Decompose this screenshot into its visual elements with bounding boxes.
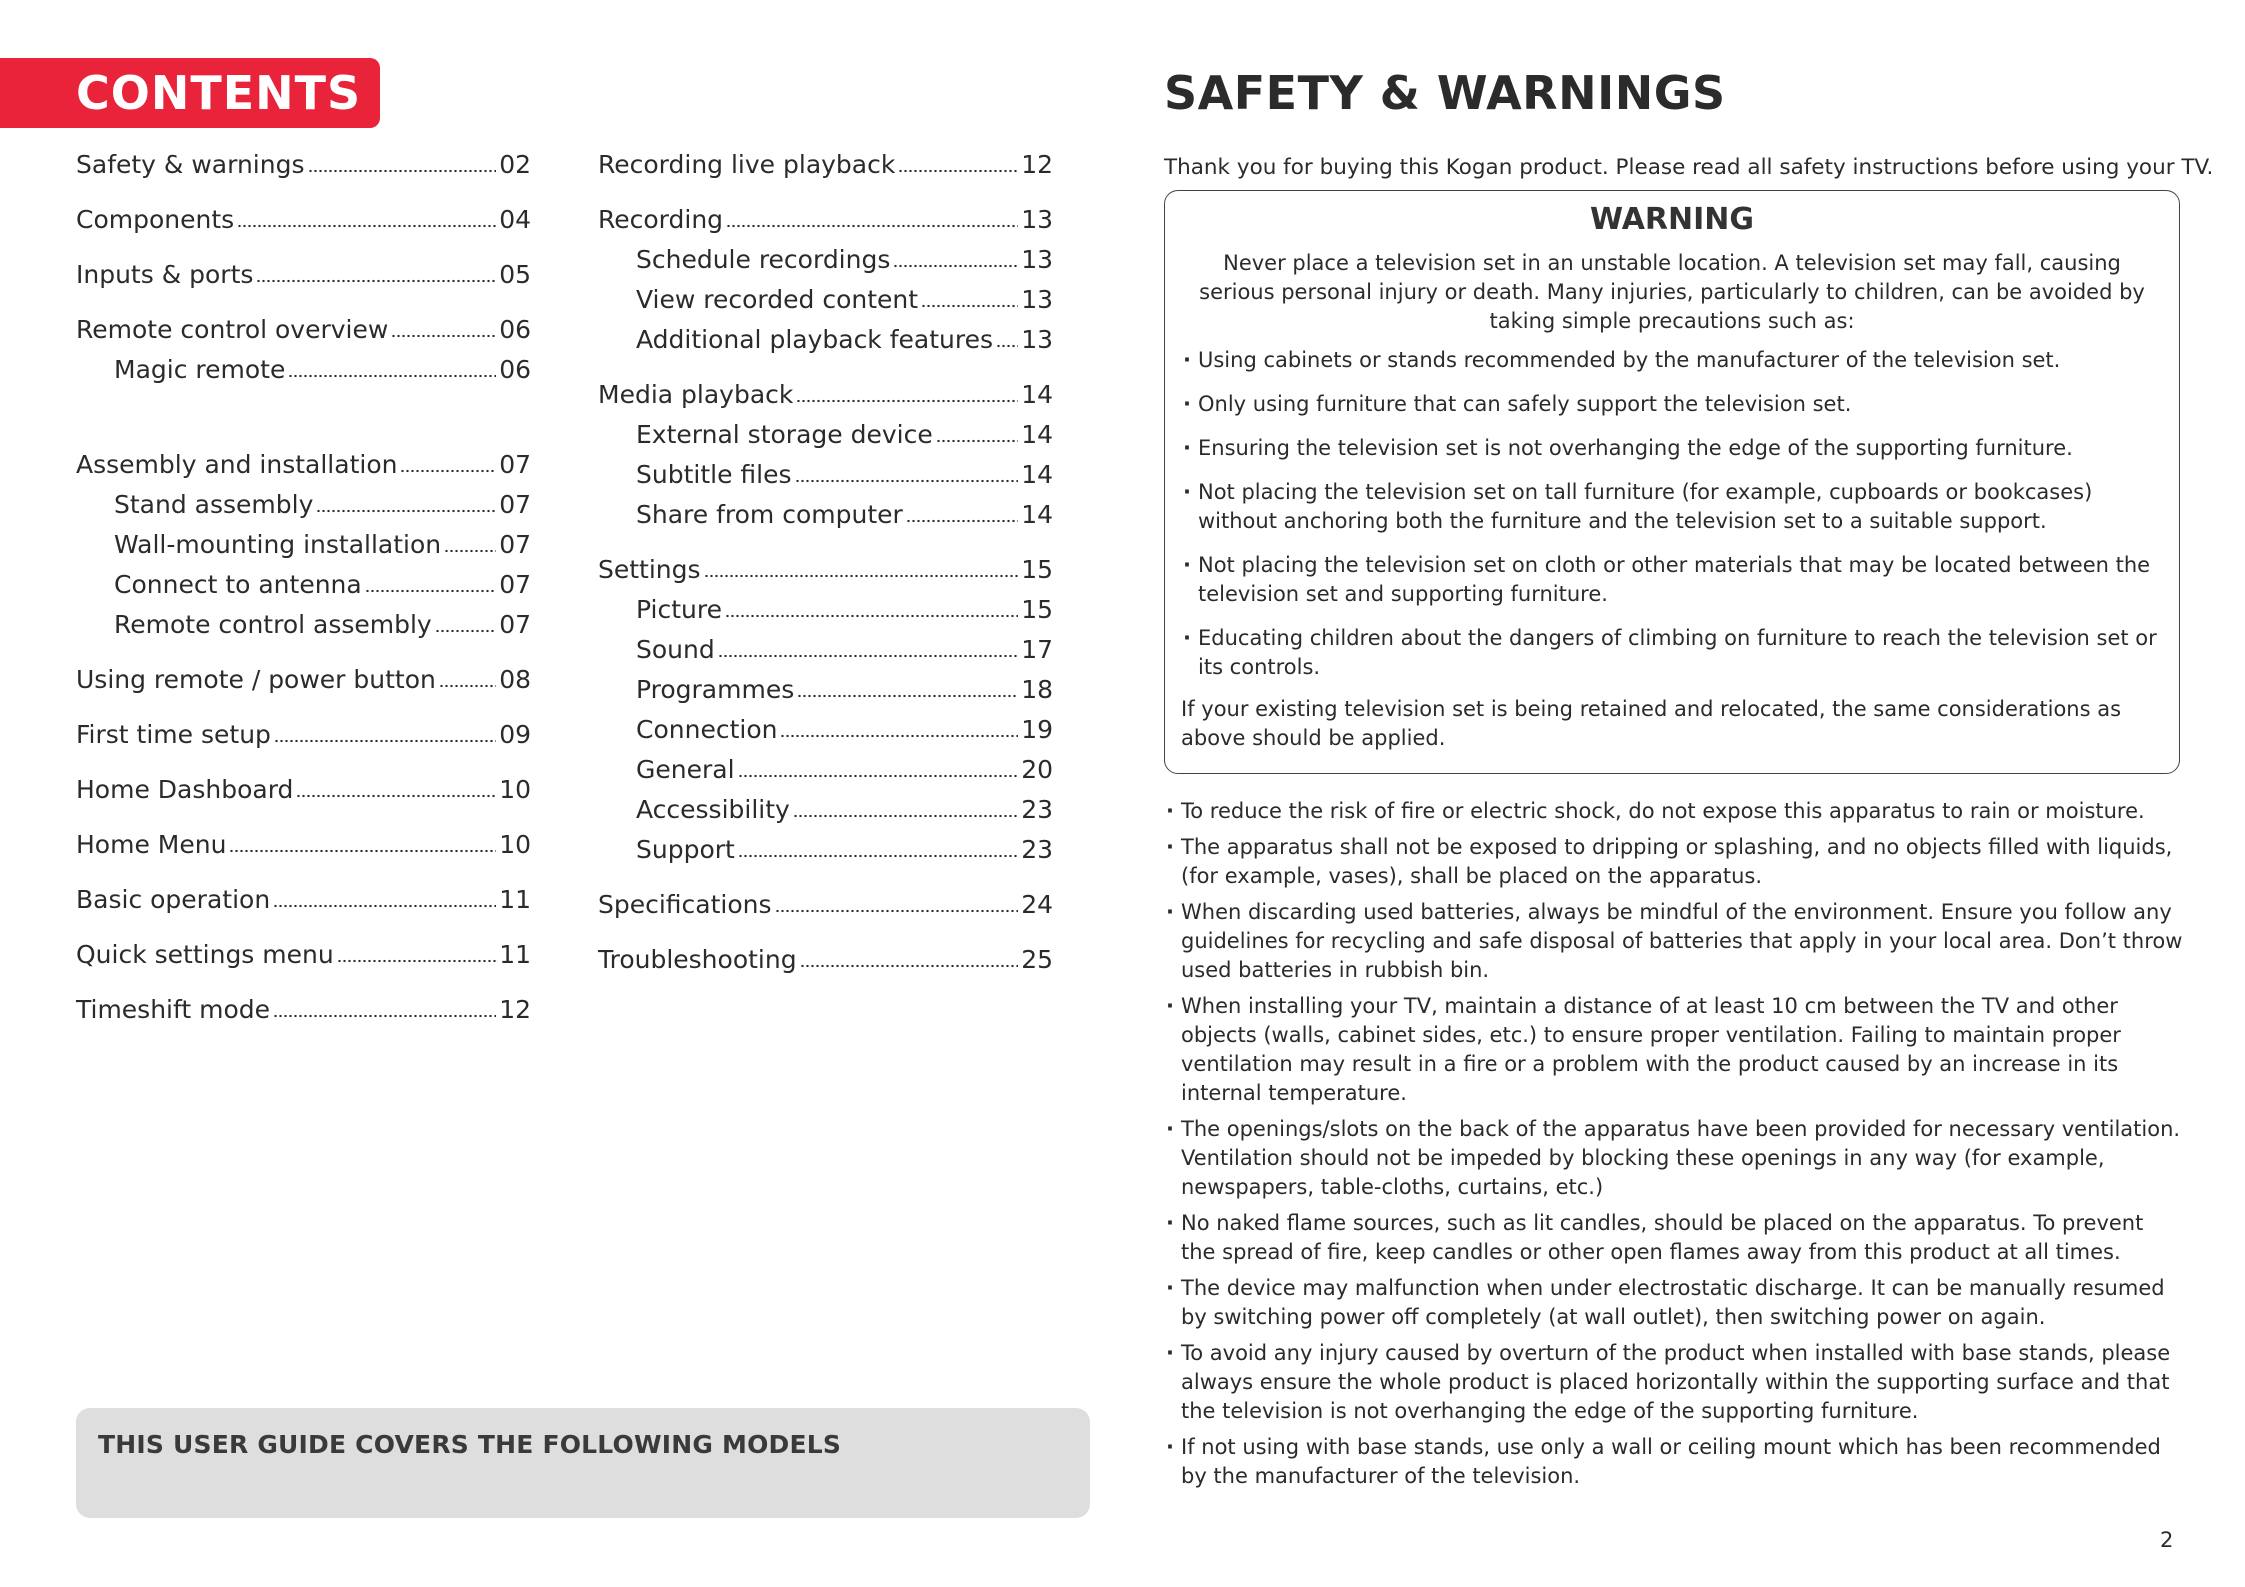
toc-entry-page: 12	[1021, 150, 1053, 179]
toc-entry[interactable]	[598, 943, 1053, 977]
toc-entry-label: Specifications	[598, 890, 772, 919]
toc-leader-dots	[725, 614, 1018, 618]
toc-entry-page: 06	[499, 355, 531, 384]
toc-entry[interactable]	[76, 828, 531, 862]
toc-leader-dots	[365, 589, 496, 593]
toc-entry-label: Remote control assembly	[114, 610, 432, 639]
safety-bullet: · When installing your TV, maintain a distance of at least 10 cm between the TV and other objects (walls, cabinet sides, etc.) to ensure proper ventilation. Failing to maintain proper ventilation may result in a fire or a problem with the product caused by an increase in its internal temperature.	[1164, 992, 2184, 1108]
warning-item: · Using cabinets or stands recommended by the manufacturer of the television set.	[1181, 346, 2163, 375]
safety-bullet: · If not using with base stands, use only a wall or ceiling mount which has been recommended by the manufacturer of the television.	[1164, 1433, 2184, 1491]
toc-entry-page: 15	[1021, 595, 1053, 624]
toc-entry[interactable]	[598, 633, 1053, 667]
toc-entry[interactable]	[598, 793, 1053, 827]
safety-bullet: · When discarding used batteries, always be mindful of the environment. Ensure you follow any guidelines for recycling and safe disposal of batteries that apply in your local area. Don’t throw used batteries in rubbish bin.	[1164, 898, 2184, 985]
toc-leader-dots	[793, 814, 1018, 818]
toc-entry-page: 23	[1021, 795, 1053, 824]
toc-leader-dots	[316, 509, 496, 513]
toc-entry-page: 08	[499, 665, 531, 694]
toc-entry[interactable]	[598, 753, 1053, 787]
toc-entry[interactable]	[598, 148, 1053, 182]
toc-leader-dots	[308, 169, 497, 173]
toc-entry-page: 13	[1021, 245, 1053, 274]
safety-heading: SAFETY & WARNINGS	[1164, 66, 1726, 120]
toc-leader-dots	[775, 909, 1019, 913]
models-box	[76, 1408, 1090, 1518]
toc-entry[interactable]	[598, 323, 1053, 357]
toc-leader-dots	[256, 279, 496, 283]
toc-entry[interactable]	[76, 313, 531, 347]
toc-entry[interactable]	[598, 283, 1053, 317]
toc-leader-dots	[273, 904, 496, 908]
toc-entry-page: 07	[499, 570, 531, 599]
toc-entry-label: Home Menu	[76, 830, 227, 859]
toc-entry[interactable]	[598, 418, 1053, 452]
toc-entry[interactable]	[76, 258, 531, 292]
toc-entry-label: Recording live playback	[598, 150, 896, 179]
toc-entry-page: 11	[499, 940, 531, 969]
toc-entry-label: Programmes	[636, 675, 795, 704]
toc-entry-label: Wall-mounting installation	[114, 530, 442, 559]
toc-entry-page: 09	[499, 720, 531, 749]
toc-entry-page: 14	[1021, 380, 1053, 409]
toc-leader-dots	[726, 224, 1018, 228]
safety-bullet: · To reduce the risk of fire or electric shock, do not expose this apparatus to rain or moisture.	[1164, 797, 2184, 826]
toc-leader-dots	[718, 654, 1018, 658]
toc-leader-dots	[738, 774, 1019, 778]
warning-list	[1181, 346, 2163, 682]
toc-entry-page: 24	[1021, 890, 1053, 919]
toc-entry[interactable]	[598, 378, 1053, 412]
toc-entry[interactable]	[76, 488, 531, 522]
toc-entry-label: Schedule recordings	[636, 245, 891, 274]
toc-entry-page: 23	[1021, 835, 1053, 864]
toc-entry-page: 15	[1021, 555, 1053, 584]
toc-leader-dots	[936, 439, 1018, 443]
toc-leader-dots	[795, 479, 1019, 483]
warning-intro: Never place a television set in an unstable location. A television set may fall, causing serious personal injury or death. Many injuries, particularly to children, can be avoided by taking simple precautions such as:	[1199, 251, 2145, 333]
toc-entry-page: 13	[1021, 205, 1053, 234]
toc-entry-page: 04	[499, 205, 531, 234]
toc-entry-page: 05	[499, 260, 531, 289]
toc-leader-dots	[274, 739, 496, 743]
toc-leader-dots	[296, 794, 496, 798]
toc-entry-label: Remote control overview	[76, 315, 389, 344]
toc-leader-dots	[400, 469, 496, 473]
toc-entry[interactable]	[598, 498, 1053, 532]
toc-entry-label: Troubleshooting	[598, 945, 797, 974]
toc-entry-label: Connect to antenna	[114, 570, 362, 599]
toc-entry[interactable]	[76, 663, 531, 697]
warning-outro: If your existing television set is being retained and relocated, the same considerations as above should be applied.	[1181, 697, 2122, 750]
warning-item: · Not placing the television set on cloth or other materials that may be located between the television set and supporting furniture.	[1181, 551, 2163, 609]
warning-item: · Ensuring the television set is not overhanging the edge of the supporting furniture.	[1181, 434, 2163, 463]
toc-entry-label: Connection	[636, 715, 778, 744]
toc-entry-label: Picture	[636, 595, 722, 624]
toc-leader-dots	[738, 854, 1018, 858]
toc-entry-page: 19	[1021, 715, 1053, 744]
warning-title: WARNING	[1589, 202, 1755, 237]
toc-entry-label: Inputs & ports	[76, 260, 254, 289]
toc-entry[interactable]	[76, 993, 531, 1027]
toc-entry-label: View recorded content	[636, 285, 919, 314]
toc-entry-label: Sound	[636, 635, 715, 664]
toc-leader-dots	[435, 629, 496, 633]
toc-entry[interactable]	[76, 883, 531, 917]
toc-entry-label: Accessibility	[636, 795, 790, 824]
toc-entry[interactable]	[598, 713, 1053, 747]
toc-leader-dots	[391, 334, 496, 338]
toc-entry-label: First time setup	[76, 720, 271, 749]
toc-leader-dots	[273, 1014, 496, 1018]
toc-leader-dots	[893, 264, 1018, 268]
toc-leader-dots	[921, 304, 1018, 308]
toc-entry[interactable]	[598, 888, 1053, 922]
toc-entry[interactable]	[76, 203, 531, 237]
toc-entry-label: Additional playback features	[636, 325, 994, 354]
toc-entry-page: 11	[499, 885, 531, 914]
toc-entry-label: Share from computer	[636, 500, 903, 529]
toc-entry[interactable]	[598, 458, 1053, 492]
toc-entry[interactable]	[76, 353, 531, 387]
toc-leader-dots	[229, 849, 496, 853]
toc-entry-label: Assembly and installation	[76, 450, 398, 479]
safety-bullet: · The device may malfunction when under electrostatic discharge. It can be manually resumed by switching power off completely (at wall outlet), then switching power on again.	[1164, 1274, 2184, 1332]
toc-entry[interactable]	[598, 203, 1053, 237]
toc-entry-label: Quick settings menu	[76, 940, 334, 969]
toc-entry[interactable]	[76, 608, 531, 642]
toc-entry-label: Timeshift mode	[76, 995, 271, 1024]
toc-entry-page: 07	[499, 530, 531, 559]
warning-item: · Not placing the television set on tall furniture (for example, cupboards or bookcases) without anchoring both the furniture and the television set to a suitable support.	[1181, 478, 2163, 536]
toc-entry-label: Recording	[598, 205, 724, 234]
warning-box	[1164, 190, 2180, 774]
toc-entry-label: General	[636, 755, 735, 784]
toc-leader-dots	[796, 399, 1018, 403]
toc-entry-page: 10	[499, 775, 531, 804]
toc-leader-dots	[898, 169, 1018, 173]
toc-entry-page: 07	[499, 450, 531, 479]
toc-entry[interactable]	[598, 673, 1053, 707]
toc-entry-page: 13	[1021, 325, 1053, 354]
models-box-title: THIS USER GUIDE COVERS THE FOLLOWING MODELS	[98, 1430, 842, 1459]
toc-entry-label: Magic remote	[114, 355, 286, 384]
toc-entry[interactable]	[76, 718, 531, 752]
toc-leader-dots	[797, 694, 1018, 698]
toc-entry-page: 07	[499, 610, 531, 639]
safety-bullet: · The openings/slots on the back of the apparatus have been provided for necessary ventilation. Ventilation should not be impeded by blocking these openings in any way (for example, newspapers, table-cloths, curtains, etc.)	[1164, 1115, 2184, 1202]
toc-entry[interactable]	[598, 243, 1053, 277]
toc-entry-label: Home Dashboard	[76, 775, 294, 804]
toc-leader-dots	[704, 574, 1019, 578]
toc-entry-page: 18	[1021, 675, 1053, 704]
toc-entry-page: 02	[499, 150, 531, 179]
toc-leader-dots	[996, 344, 1018, 348]
toc-entry-label: External storage device	[636, 420, 933, 449]
toc-entry[interactable]	[598, 553, 1053, 587]
toc-entry-page: 14	[1021, 460, 1053, 489]
warning-item: · Educating children about the dangers of climbing on furniture to reach the television set or its controls.	[1181, 624, 2163, 682]
toc-leader-dots	[906, 519, 1018, 523]
toc-entry[interactable]	[598, 833, 1053, 867]
toc-leader-dots	[288, 374, 496, 378]
toc-entry-label: Stand assembly	[114, 490, 314, 519]
toc-entry-page: 14	[1021, 500, 1053, 529]
toc-entry-label: Media playback	[598, 380, 794, 409]
toc-leader-dots	[780, 734, 1018, 738]
toc-entry-page: 25	[1021, 945, 1053, 974]
toc-entry-label: Safety & warnings	[76, 150, 305, 179]
page-number: 2	[2160, 1528, 2174, 1552]
warning-item: · Only using furniture that can safely support the television set.	[1181, 390, 2163, 419]
toc-leader-dots	[237, 224, 496, 228]
toc-entry[interactable]	[76, 938, 531, 972]
toc-entry-label: Components	[76, 205, 235, 234]
toc-entry-label: Support	[636, 835, 735, 864]
toc-entry-label: Subtitle files	[636, 460, 792, 489]
toc-entry-page: 14	[1021, 420, 1053, 449]
toc-entry[interactable]	[76, 528, 531, 562]
toc-entry[interactable]	[76, 448, 531, 482]
toc-entry[interactable]	[76, 773, 531, 807]
toc-entry-page: 07	[499, 490, 531, 519]
safety-intro: Thank you for buying this Kogan product. Please read all safety instructions before using your TV.	[1164, 155, 2214, 180]
safety-bullet-list	[1164, 797, 2184, 1498]
safety-bullet: · To avoid any injury caused by overturn of the product when installed with base stands, please always ensure the whole product is placed horizontally within the supporting surface and that the television is not overhanging the edge of the supporting furniture.	[1164, 1339, 2184, 1426]
toc-entry-page: 20	[1021, 755, 1053, 784]
toc-entry-page: 13	[1021, 285, 1053, 314]
toc-entry[interactable]	[76, 148, 531, 182]
toc-entry-label: Basic operation	[76, 885, 271, 914]
toc-entry-page: 06	[499, 315, 531, 344]
toc-leader-dots	[439, 684, 496, 688]
toc-entry[interactable]	[76, 568, 531, 602]
toc-leader-dots	[337, 959, 496, 963]
toc-entry-page: 12	[499, 995, 531, 1024]
toc-entry-label: Settings	[598, 555, 701, 584]
toc-entry-page: 17	[1021, 635, 1053, 664]
toc-entry-label: Using remote / power button	[76, 665, 436, 694]
contents-heading: CONTENTS	[0, 58, 380, 128]
toc-entry[interactable]	[598, 593, 1053, 627]
safety-bullet: · The apparatus shall not be exposed to dripping or splashing, and no objects filled with liquids, (for example, vases), shall be placed on the apparatus.	[1164, 833, 2184, 891]
toc-entry-page: 10	[499, 830, 531, 859]
toc-leader-dots	[800, 964, 1019, 968]
toc-leader-dots	[444, 549, 496, 553]
safety-bullet: · No naked flame sources, such as lit candles, should be placed on the apparatus. To prevent the spread of fire, keep candles or other open flames away from this product at all times.	[1164, 1209, 2184, 1267]
